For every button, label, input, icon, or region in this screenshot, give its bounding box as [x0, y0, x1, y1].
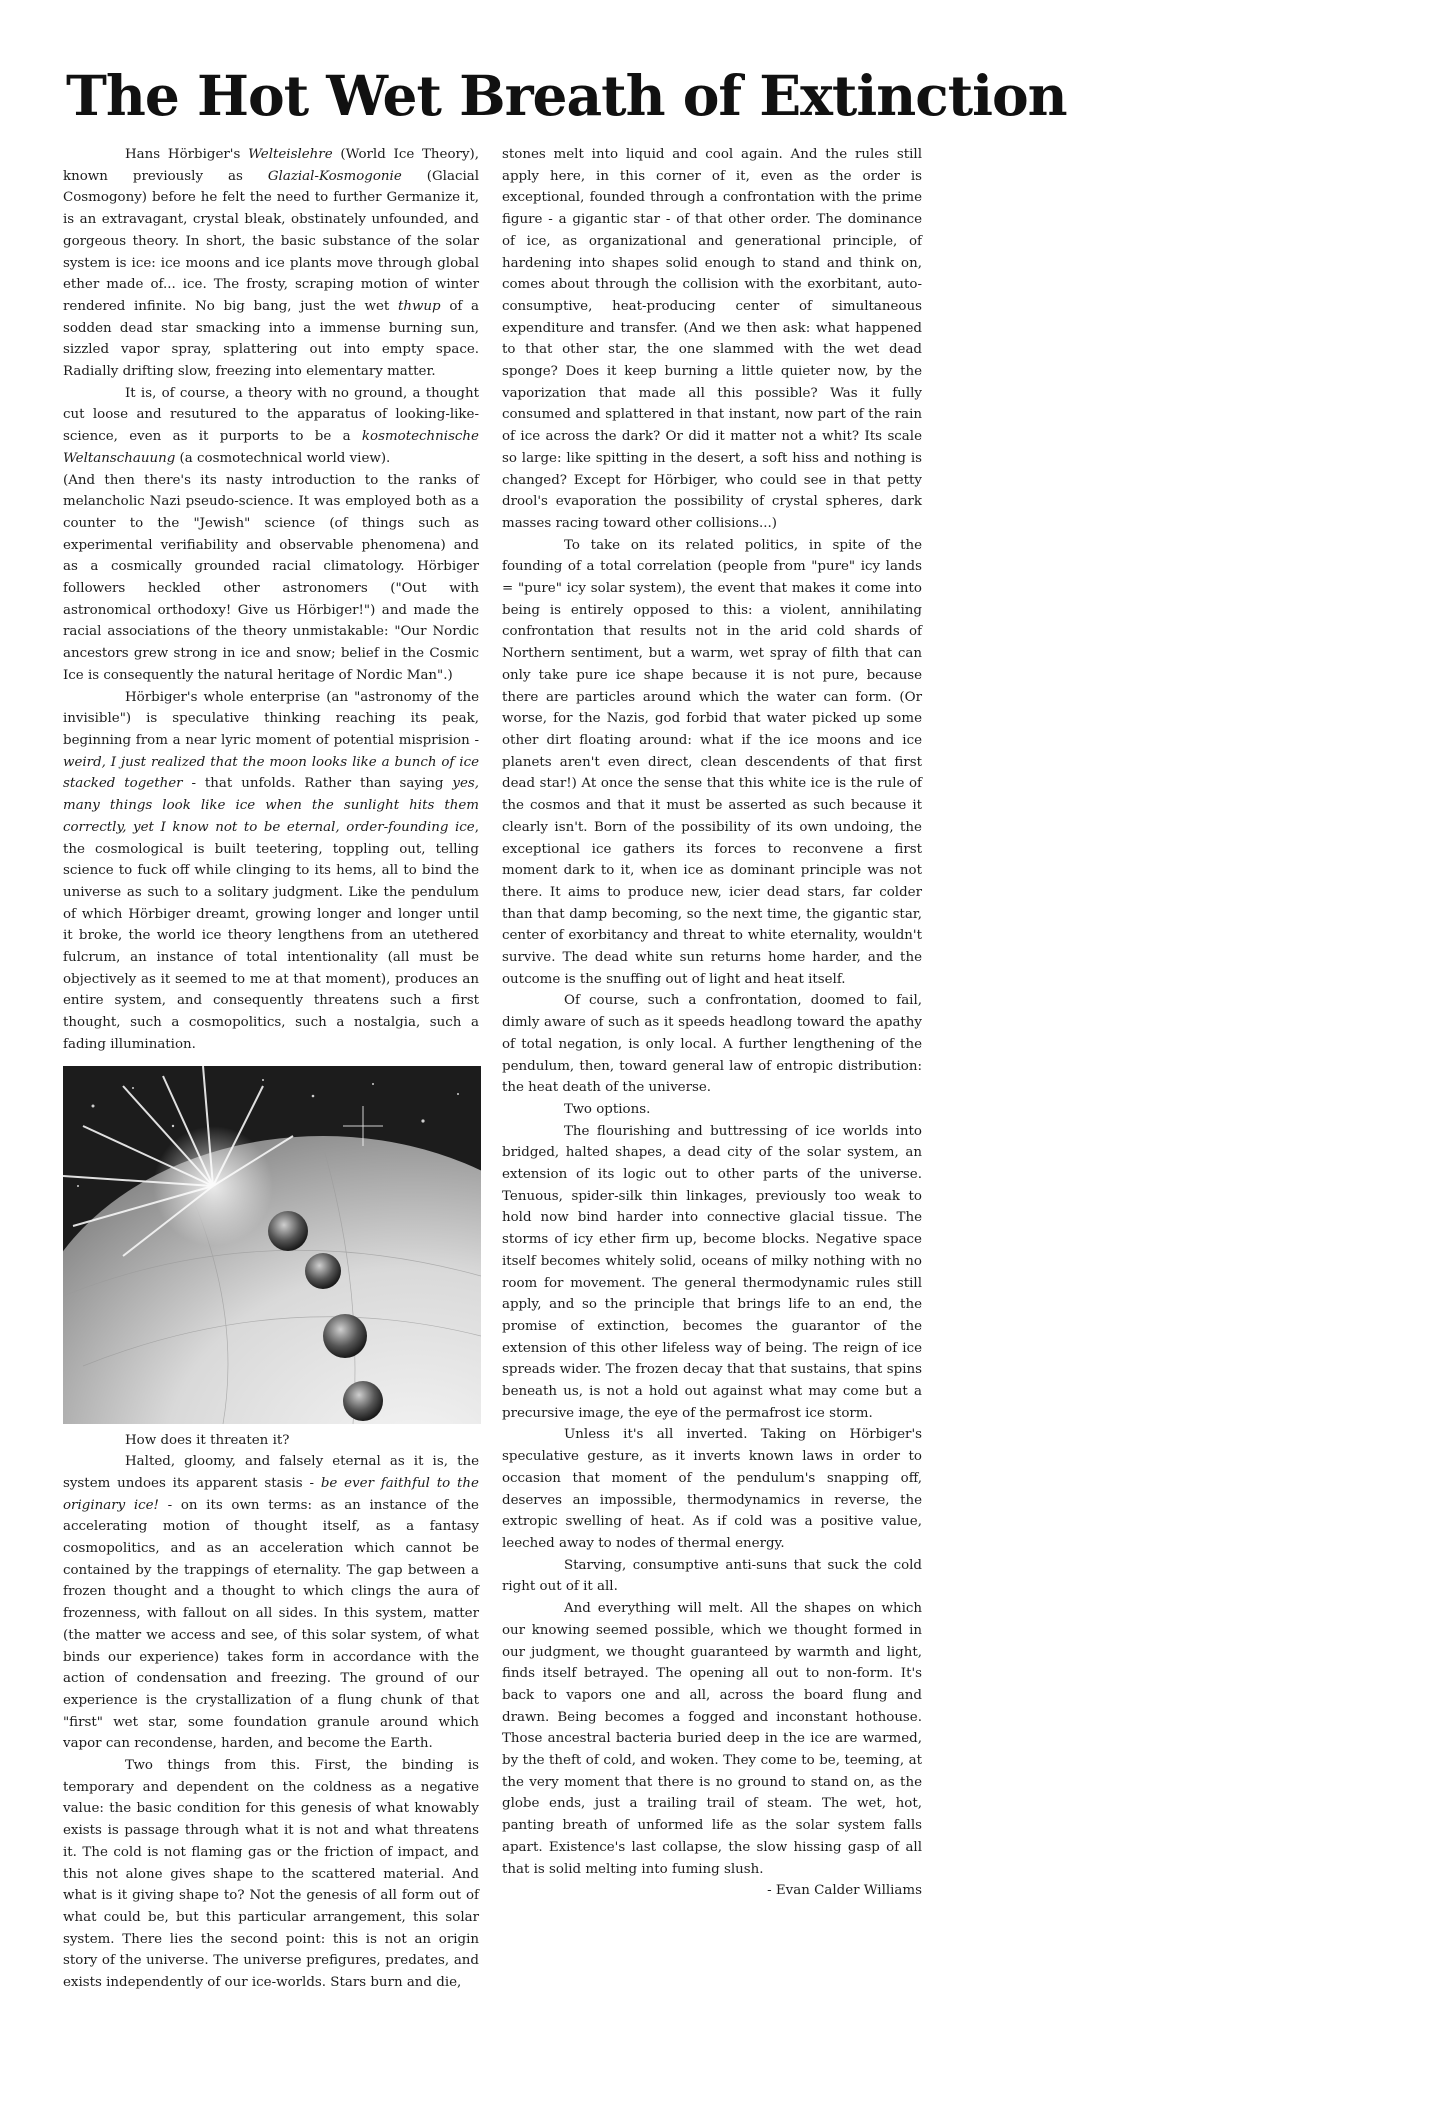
- paragraph: Two things from this. First, the binding is temporary and dependent on the coldness as a negative value: the basic condition for this genesis of what knowably exists is passage through what it is not and what threatens it. The cold is not flaming gas or the friction of impact, and this not alone gives shape to the scattered material. And what is it giving shape to? Not the genesis of all form out of what could be, but this particular arrangement, this solar system. There lies the second point: this is not an origin story of the universe. The universe prefigures, predates, and exists independently of our ice-worlds. Stars burn and die,: [63, 1758, 479, 1991]
- paragraph: [63, 144, 479, 383]
- text: Halted, gloomy, and falsely eternal as it is, the system undoes its apparent stasis -: [63, 1454, 479, 1491]
- text: (Glacial Cosmogony) before he felt the need to further Germanize it, is an extravagant, crystal bleak, obstinately unfounded, and gorgeous theory. In short, the basic substance of the solar system is ice: ice moons and ice plants move through global ether made of... ice. The frosty, scraping motion of winter rendered infinite. No big bang, just the wet: [63, 168, 479, 314]
- paragraph: stones melt into liquid and cool again. And the rules still apply here, in this corner of it, even as the order is exceptional, founded through a confrontation with the prime figure - a gigantic star - of that other order. The dominance of ice, as organizational and generational principle, of hardening into shapes solid enough to stand and think on, comes about through the collision with the exorbitant, auto-consumptive, heat-producing center of simultaneous expenditure and transfer. (And we then ask: what happened to that other star, the one slammed with the wet dead sponge? Does it keep burning a little quieter now, by the vaporization that made all this possible? Was it fully consumed and splattered in that instant, now part of the rain of ice across the dark? Or did it matter not a whit? Its scale so large: like spitting in the desert, a soft hiss and nothing is changed? Except for Hörbiger, who could see in that petty drool's evaporation the possibility of crystal spheres, dark masses racing toward other collisions...): [502, 147, 922, 531]
- paragraph: The flourishing and buttressing of ice worlds into bridged, halted shapes, a dead city of the solar system, an extension of its logic out to other parts of the universe. Tenuous, spider-silk thin linkages, previously too weak to hold now bind harder into connective glacial tissue. The storms of icy ether firm up, become blocks. Negative space itself becomes whitely solid, oceans of milky nothing with no room for movement. The general thermodynamic rules still apply, and so the principle that brings life to an end, the promise of extinction, becomes the guarantor of the extension of this other lifeless way of being. The reign of ice spreads wider. The frozen decay that that sustains, that spins beneath us, is not a hold out against what may come but a precursive image, the eye of the permafrost ice storm.: [502, 1123, 922, 1421]
- italic-quote: yes, many things look like ice when the sunlight hits them correctly, yet I know not to be eternal, order-founding ice: [63, 776, 480, 835]
- text: - that unfolds. Rather than saying: [182, 776, 453, 792]
- italic-term: Welteislehre: [248, 147, 333, 162]
- text: (a cosmotechnical world view).: [175, 450, 391, 466]
- paragraph: Of course, such a confrontation, doomed to fail, dimly aware of such as it speeds headlong toward the apathy of total negation, is only local. A further lengthening of the pendulum, then, toward general law of entropic distribution: the heat death of the universe.: [502, 993, 922, 1096]
- italic-term: kosmotechnische Weltanschauung: [63, 429, 479, 466]
- text: , the cosmological is built teetering, toppling out, telling science to fuck off while clinging to its hems, all to bind the universe as such to a solitary judgment. Like the pendulum of which Hörbiger dreamt, growing longer and longer until it broke, the world ice theory lengthens from an utethered fulcrum, an instance of total intentionality (all must be objectively as it seemed to me at that moment), produces an entire system, and consequently threatens such a first thought, such a cosmopolitics, such a nostalgia, such a fading illumination.: [63, 819, 479, 1052]
- paragraph: [63, 1451, 479, 1755]
- paragraph: (And then there's its nasty introduction to the ranks of melancholic Nazi pseudo-science. It was employed both as a counter to the "Jewish" science (of things such as experimental verifiability and observable phenomena) and as a cosmically grounded racial climatology. Hörbiger followers heckled other astronomers ("Out with astronomical orthodoxy! Give us Hörbiger!") and made the racial associations of the theory unmistakable: "Our Nordic ancestors grew strong in ice and snow; belief in the Cosmic Ice is consequently the natural heritage of Nordic Man".): [63, 472, 479, 683]
- text: of a sodden dead star smacking into a immense burning sun, sizzled vapor spray, splattering out into empty space. Radially drifting slow, freezing into elementary matter.: [63, 298, 479, 380]
- paragraph: [63, 383, 479, 470]
- italic-quote: weird, I just realized that the moon looks like a bunch of ice stacked together: [63, 754, 479, 792]
- paragraph: Unless it's all inverted. Taking on Hörbiger's speculative gesture, as it inverts known laws in order to occasion that moment of the pendulum's snapping off, deserves an impossible, thermodynamics in reverse, the extropic swelling of heat. As if cold was a positive value, leeched away to nodes of thermal energy.: [502, 1427, 922, 1551]
- paragraph: Two options.: [564, 1101, 651, 1117]
- text: Hörbiger's whole enterprise (an "astronomy of the invisible") is speculative thinking reaching its peak, beginning from a near lyric moment of potential misprision -: [63, 689, 479, 748]
- right-column: [502, 144, 922, 1902]
- text: It is, of course, a theory with no ground, a thought cut loose and resutured to the apparatus of looking-like-science, even as it purports to be a: [63, 385, 479, 445]
- paragraph: [63, 687, 479, 1056]
- cosmic-ice-illustration: [63, 1066, 481, 1424]
- text: (World Ice Theory), known previously as: [63, 147, 479, 184]
- article-title: The Hot Wet Breath of Extinction: [66, 63, 1067, 128]
- paragraph: And everything will melt. All the shapes on which our knowing seemed possible, which we thought formed in our judgment, we thought guaranteed by warmth and light, finds itself betrayed. The opening all out to non-form. It's back to vapors one and all, across the board flung and drawn. Being becomes a fogged and inconstant hothouse. Those ancestral bacteria buried deep in the ice are warmed, by the theft of cold, and woken. They come to be, teeming, at the very moment that there is no ground to stand on, as the globe ends, just a trailing trail of steam. The wet, hot, panting breath of unformed life as the solar system falls apart. Existence's last collapse, the slow hissing gasp of all that is solid melting into fuming slush.: [502, 1601, 922, 1877]
- italic-term: thwup: [397, 298, 441, 314]
- text: - on its own terms: as an instance of the accelerating motion of thought itself, as a fantasy cosmopolitics, and as an acceleration which cannot be contained by the trappings of eternality. The gap between a frozen thought and a thought to which clings the aura of frozenness, with fallout on all sides. In this system, matter (the matter we access and see, of this solar system, of what binds our experience) takes form in accordance with the action of condensation and freezing. The ground of our experience is the crystallization of a flung chunk of that "first" wet star, some foundation granule around which vapor can recondense, harden, and become the Earth.: [63, 1497, 479, 1752]
- author-signature: - Evan Calder Williams: [767, 1883, 922, 1899]
- text: Hans Hörbiger's: [125, 147, 249, 162]
- paragraph: Starving, consumptive anti-suns that suck the cold right out of it all.: [502, 1557, 922, 1595]
- paragraph: How does it threaten it?: [125, 1432, 290, 1448]
- left-column: [63, 144, 479, 1994]
- italic-term: Glazial-Kosmogonie: [267, 168, 402, 184]
- paragraph: To take on its related politics, in spite of the founding of a total correlation (people from "pure" icy lands = "pure" icy solar system), the event that makes it come into being is entirely opposed to this: a violent, annihilating confrontation that results not in the arid cold shards of Northern sentiment, but a warm, wet spray of filth that can only take pure ice shape because it is not pure, because there are particles around which the water can form. (Or worse, for the Nazis, god forbid that water picked up some other dirt floating around: what if the ice moons and ice planets aren't even direct, clean descendents of that first dead star!) At once the sense that this white ice is the rule of the cosmos and that it must be asserted as such because it clearly isn't. Born of the possibility of its own undoing, the exceptional ice gathers its forces to reconvene a first moment dark to it, when ice as dominant principle was not there. It aims to produce new, icier dead stars, far colder than that damp becoming, so the next time, the gigantic star, center of exorbitancy and threat to white eternality, wouldn't survive. The dead white sun returns home harder, and the outcome is the snuffing out of light and heat itself.: [502, 537, 922, 987]
- italic-quote: be ever faithful to the originary ice!: [63, 1475, 479, 1513]
